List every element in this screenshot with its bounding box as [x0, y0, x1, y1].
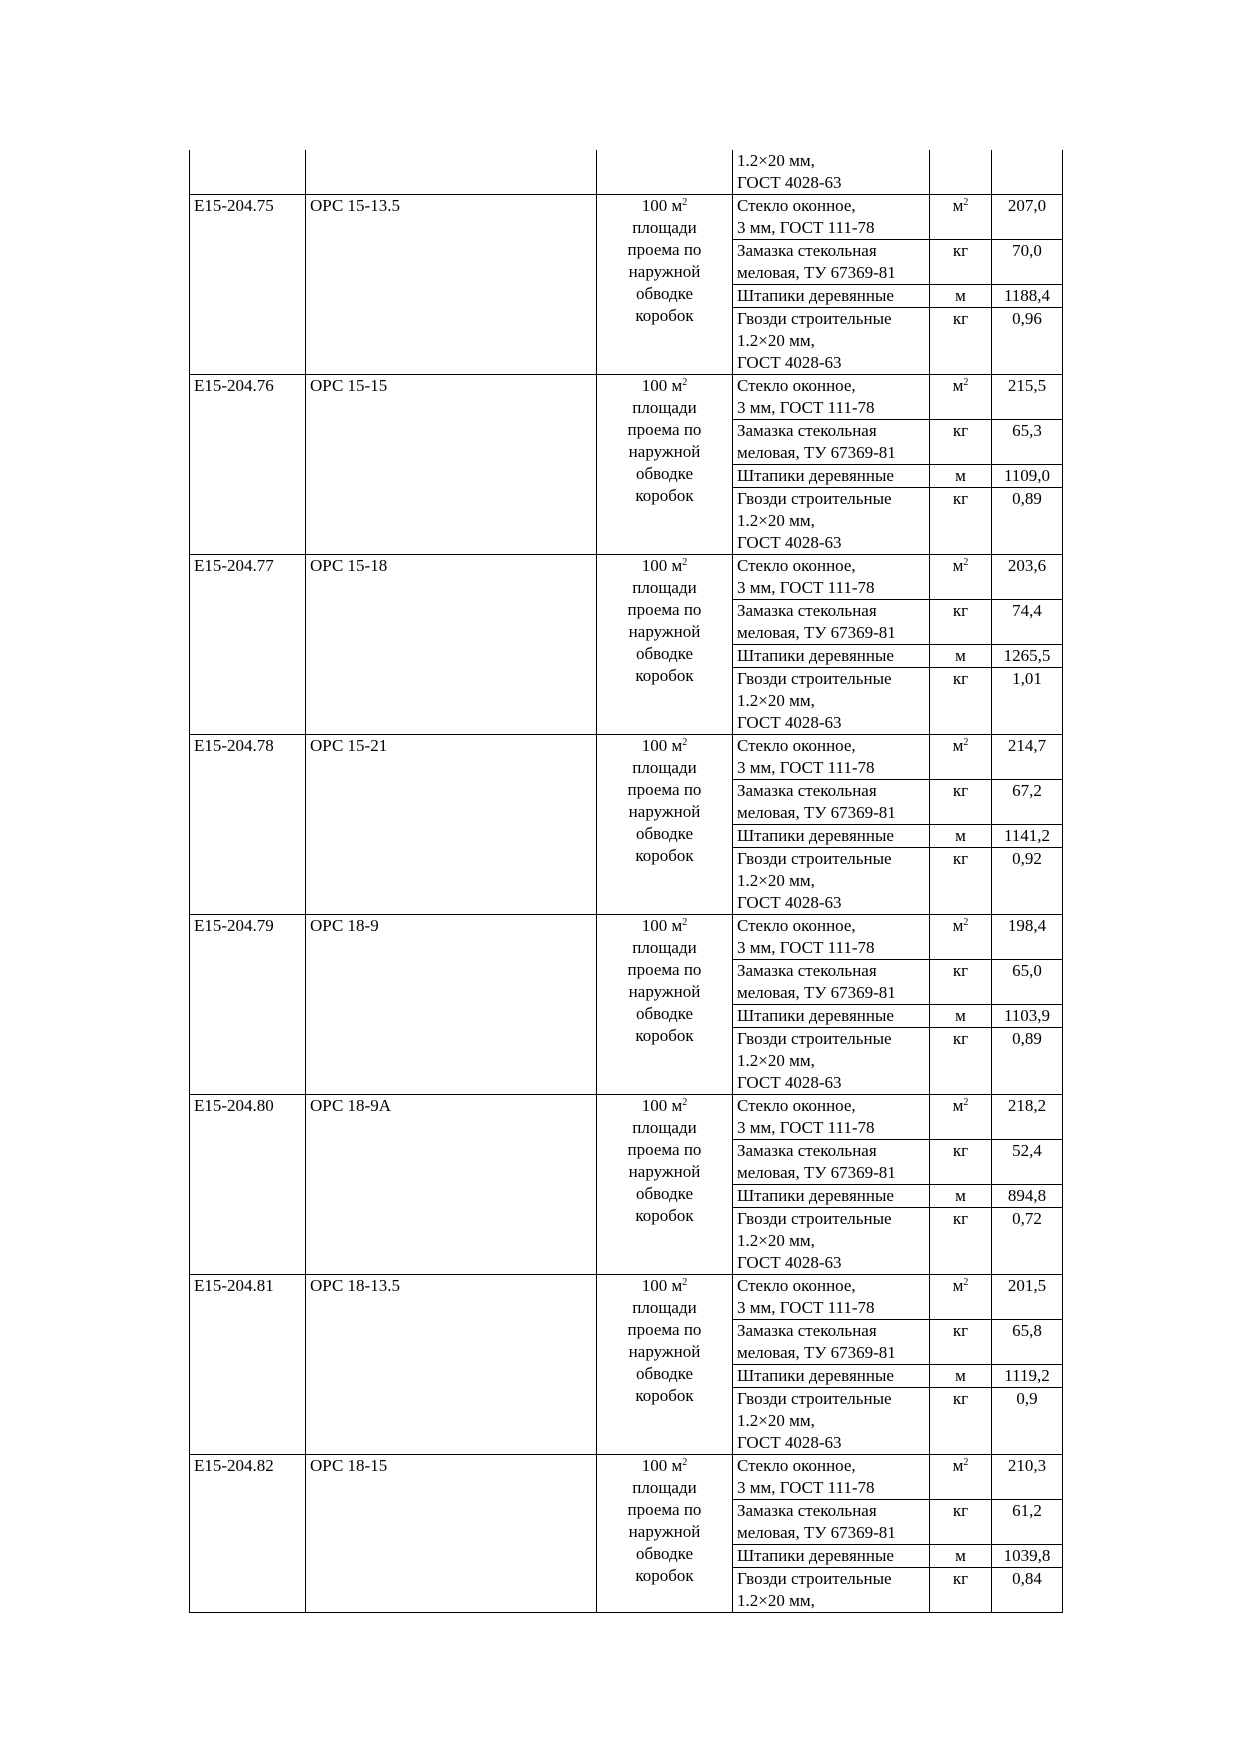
unit-text: м	[952, 1456, 964, 1475]
qty-putty: 70,0	[992, 240, 1063, 285]
measure-unit-description	[597, 555, 733, 735]
material-glass: Стекло оконное, 3 мм, ГОСТ 111-78	[733, 735, 930, 780]
material-nails: Гвозди строительные 1.2×20 мм, ГОСТ 4028-63	[733, 1208, 930, 1275]
unit-kilogram: кг	[930, 668, 992, 735]
unit-text: м	[952, 556, 964, 575]
material-glass: Стекло оконное, 3 мм, ГОСТ 111-78	[733, 555, 930, 600]
measure-superscript: 2	[682, 737, 688, 748]
material-putty: Замазка стекольная меловая, ТУ 67369-81	[733, 420, 930, 465]
unit-superscript: 2	[963, 1457, 969, 1468]
material-nails: Гвозди строительные 1.2×20 мм, ГОСТ 4028-63	[733, 668, 930, 735]
unit-kilogram: кг	[930, 1140, 992, 1185]
measure-value: 100 м	[641, 376, 683, 395]
qty-beads: 1141,2	[992, 825, 1063, 848]
qty-putty: 65,0	[992, 960, 1063, 1005]
continuation-name-cell	[306, 150, 597, 195]
material-putty: Замазка стекольная меловая, ТУ 67369-81	[733, 1500, 930, 1545]
unit-meter: м	[930, 645, 992, 668]
material-beads: Штапики деревянные	[733, 1365, 930, 1388]
unit-text: м	[952, 376, 964, 395]
measure-head	[601, 375, 728, 397]
measure-value: 100 м	[641, 1276, 683, 1295]
unit-superscript: 2	[963, 917, 969, 928]
unit-kilogram: кг	[930, 600, 992, 645]
qty-glass: 203,6	[992, 555, 1063, 600]
measure-superscript: 2	[682, 197, 688, 208]
material-glass: Стекло оконное, 3 мм, ГОСТ 111-78	[733, 1275, 930, 1320]
window-type: ОРС 18-9	[306, 915, 597, 1095]
measure-value: 100 м	[641, 736, 683, 755]
unit-square-meter	[930, 555, 992, 600]
qty-beads: 894,8	[992, 1185, 1063, 1208]
norm-code: E15-204.82	[190, 1455, 306, 1613]
unit-square-meter	[930, 375, 992, 420]
table-row	[190, 915, 1063, 960]
qty-putty: 52,4	[992, 1140, 1063, 1185]
norm-code: E15-204.80	[190, 1095, 306, 1275]
table-row	[190, 1455, 1063, 1500]
qty-putty: 65,8	[992, 1320, 1063, 1365]
unit-kilogram: кг	[930, 308, 992, 375]
material-beads: Штапики деревянные	[733, 1005, 930, 1028]
table-row	[190, 1095, 1063, 1140]
unit-square-meter	[930, 735, 992, 780]
window-type: ОРС 18-9А	[306, 1095, 597, 1275]
qty-putty: 74,4	[992, 600, 1063, 645]
unit-meter: м	[930, 1365, 992, 1388]
material-beads: Штапики деревянные	[733, 1185, 930, 1208]
window-type: ОРС 15-21	[306, 735, 597, 915]
unit-kilogram: кг	[930, 1568, 992, 1613]
qty-glass: 198,4	[992, 915, 1063, 960]
qty-nails: 1,01	[992, 668, 1063, 735]
unit-square-meter	[930, 1275, 992, 1320]
qty-putty: 67,2	[992, 780, 1063, 825]
material-nails: Гвозди строительные 1.2×20 мм, ГОСТ 4028-63	[733, 308, 930, 375]
qty-nails: 0,92	[992, 848, 1063, 915]
measure-text: площади проема по наружной обводке коробок	[627, 398, 702, 505]
unit-square-meter	[930, 915, 992, 960]
unit-square-meter	[930, 1455, 992, 1500]
qty-nails: 0,84	[992, 1568, 1063, 1613]
measure-text: площади проема по наружной обводке коробок	[627, 1118, 702, 1225]
material-putty: Замазка стекольная меловая, ТУ 67369-81	[733, 600, 930, 645]
table-row	[190, 1275, 1063, 1320]
material-glass: Стекло оконное, 3 мм, ГОСТ 111-78	[733, 915, 930, 960]
measure-head	[601, 1275, 728, 1297]
measure-superscript: 2	[682, 1277, 688, 1288]
unit-square-meter	[930, 1095, 992, 1140]
unit-kilogram: кг	[930, 960, 992, 1005]
material-nails: Гвозди строительные 1.2×20 мм, ГОСТ 4028-63	[733, 1028, 930, 1095]
unit-text: м	[952, 1096, 964, 1115]
qty-beads: 1265,5	[992, 645, 1063, 668]
table-row	[190, 735, 1063, 780]
unit-square-meter	[930, 195, 992, 240]
table-row	[190, 555, 1063, 600]
unit-meter: м	[930, 465, 992, 488]
measure-superscript: 2	[682, 1457, 688, 1468]
qty-putty: 65,3	[992, 420, 1063, 465]
norms-table-body	[190, 150, 1063, 1613]
qty-beads: 1039,8	[992, 1545, 1063, 1568]
qty-beads: 1188,4	[992, 285, 1063, 308]
measure-superscript: 2	[682, 377, 688, 388]
continuation-code-cell	[190, 150, 306, 195]
qty-nails: 0,89	[992, 488, 1063, 555]
norm-code: E15-204.78	[190, 735, 306, 915]
unit-text: м	[952, 916, 964, 935]
qty-putty: 61,2	[992, 1500, 1063, 1545]
qty-glass: 214,7	[992, 735, 1063, 780]
unit-kilogram: кг	[930, 488, 992, 555]
measure-value: 100 м	[641, 196, 683, 215]
norms-table	[189, 150, 1063, 1613]
measure-unit-description	[597, 1275, 733, 1455]
continuation-material-cell: 1.2×20 мм, ГОСТ 4028-63	[733, 150, 930, 195]
material-putty: Замазка стекольная меловая, ТУ 67369-81	[733, 960, 930, 1005]
qty-nails: 0,96	[992, 308, 1063, 375]
measure-value: 100 м	[641, 1456, 683, 1475]
qty-beads: 1119,2	[992, 1365, 1063, 1388]
measure-head	[601, 1095, 728, 1117]
table-row	[190, 375, 1063, 420]
qty-beads: 1103,9	[992, 1005, 1063, 1028]
measure-head	[601, 1455, 728, 1477]
material-glass: Стекло оконное, 3 мм, ГОСТ 111-78	[733, 1095, 930, 1140]
unit-superscript: 2	[963, 1097, 969, 1108]
measure-unit-description	[597, 375, 733, 555]
unit-kilogram: кг	[930, 420, 992, 465]
qty-nails: 0,89	[992, 1028, 1063, 1095]
material-nails: Гвозди строительные 1.2×20 мм,	[733, 1568, 930, 1613]
unit-superscript: 2	[963, 197, 969, 208]
measure-text: площади проема по наружной обводке коробок	[627, 578, 702, 685]
qty-glass: 218,2	[992, 1095, 1063, 1140]
measure-text: площади проема по наружной обводке коробок	[627, 1298, 702, 1405]
unit-kilogram: кг	[930, 1388, 992, 1455]
window-type: ОРС 15-18	[306, 555, 597, 735]
measure-value: 100 м	[641, 556, 683, 575]
norm-code: E15-204.81	[190, 1275, 306, 1455]
qty-nails: 0,9	[992, 1388, 1063, 1455]
measure-superscript: 2	[682, 557, 688, 568]
unit-superscript: 2	[963, 1277, 969, 1288]
unit-superscript: 2	[963, 557, 969, 568]
window-type: ОРС 18-15	[306, 1455, 597, 1613]
material-putty: Замазка стекольная меловая, ТУ 67369-81	[733, 780, 930, 825]
unit-meter: м	[930, 825, 992, 848]
table-row	[190, 195, 1063, 240]
qty-beads: 1109,0	[992, 465, 1063, 488]
window-type: ОРС 18-13.5	[306, 1275, 597, 1455]
qty-glass: 210,3	[992, 1455, 1063, 1500]
material-beads: Штапики деревянные	[733, 825, 930, 848]
unit-superscript: 2	[963, 377, 969, 388]
measure-value: 100 м	[641, 916, 683, 935]
material-glass: Стекло оконное, 3 мм, ГОСТ 111-78	[733, 375, 930, 420]
measure-text: площади проема по наружной обводке коробок	[627, 218, 702, 325]
unit-text: м	[952, 1276, 964, 1295]
measure-value: 100 м	[641, 1096, 683, 1115]
unit-meter: м	[930, 285, 992, 308]
measure-unit-description	[597, 915, 733, 1095]
measure-unit-description	[597, 1095, 733, 1275]
measure-unit-description	[597, 195, 733, 375]
qty-nails: 0,72	[992, 1208, 1063, 1275]
measure-superscript: 2	[682, 917, 688, 928]
measure-head	[601, 915, 728, 937]
unit-superscript: 2	[963, 737, 969, 748]
measure-text: площади проема по наружной обводке коробок	[627, 1478, 702, 1585]
material-putty: Замазка стекольная меловая, ТУ 67369-81	[733, 1140, 930, 1185]
norm-code: E15-204.75	[190, 195, 306, 375]
norm-code: E15-204.77	[190, 555, 306, 735]
qty-glass: 201,5	[992, 1275, 1063, 1320]
unit-kilogram: кг	[930, 240, 992, 285]
material-beads: Штапики деревянные	[733, 1545, 930, 1568]
unit-kilogram: кг	[930, 848, 992, 915]
window-type: ОРС 15-15	[306, 375, 597, 555]
material-nails: Гвозди строительные 1.2×20 мм, ГОСТ 4028-63	[733, 488, 930, 555]
unit-kilogram: кг	[930, 1028, 992, 1095]
material-nails: Гвозди строительные 1.2×20 мм, ГОСТ 4028-63	[733, 848, 930, 915]
norm-code: E15-204.76	[190, 375, 306, 555]
window-type: ОРС 15-13.5	[306, 195, 597, 375]
measure-head	[601, 555, 728, 577]
unit-kilogram: кг	[930, 1208, 992, 1275]
measure-unit-description	[597, 1455, 733, 1613]
material-beads: Штапики деревянные	[733, 285, 930, 308]
measure-head	[601, 735, 728, 757]
measure-superscript: 2	[682, 1097, 688, 1108]
unit-meter: м	[930, 1545, 992, 1568]
measure-text: площади проема по наружной обводке коробок	[627, 938, 702, 1045]
unit-kilogram: кг	[930, 1500, 992, 1545]
material-beads: Штапики деревянные	[733, 645, 930, 668]
continuation-qty-cell	[992, 150, 1063, 195]
material-glass: Стекло оконное, 3 мм, ГОСТ 111-78	[733, 1455, 930, 1500]
qty-glass: 207,0	[992, 195, 1063, 240]
material-nails: Гвозди строительные 1.2×20 мм, ГОСТ 4028-63	[733, 1388, 930, 1455]
continuation-unit-cell	[930, 150, 992, 195]
continuation-measure-cell	[597, 150, 733, 195]
unit-kilogram: кг	[930, 1320, 992, 1365]
unit-kilogram: кг	[930, 780, 992, 825]
norm-code: E15-204.79	[190, 915, 306, 1095]
material-putty: Замазка стекольная меловая, ТУ 67369-81	[733, 1320, 930, 1365]
material-glass: Стекло оконное, 3 мм, ГОСТ 111-78	[733, 195, 930, 240]
measure-unit-description	[597, 735, 733, 915]
measure-head	[601, 195, 728, 217]
unit-text: м	[952, 736, 964, 755]
continuation-row	[190, 150, 1063, 195]
unit-meter: м	[930, 1005, 992, 1028]
unit-text: м	[952, 196, 964, 215]
material-beads: Штапики деревянные	[733, 465, 930, 488]
unit-meter: м	[930, 1185, 992, 1208]
material-putty: Замазка стекольная меловая, ТУ 67369-81	[733, 240, 930, 285]
measure-text: площади проема по наружной обводке коробок	[627, 758, 702, 865]
qty-glass: 215,5	[992, 375, 1063, 420]
